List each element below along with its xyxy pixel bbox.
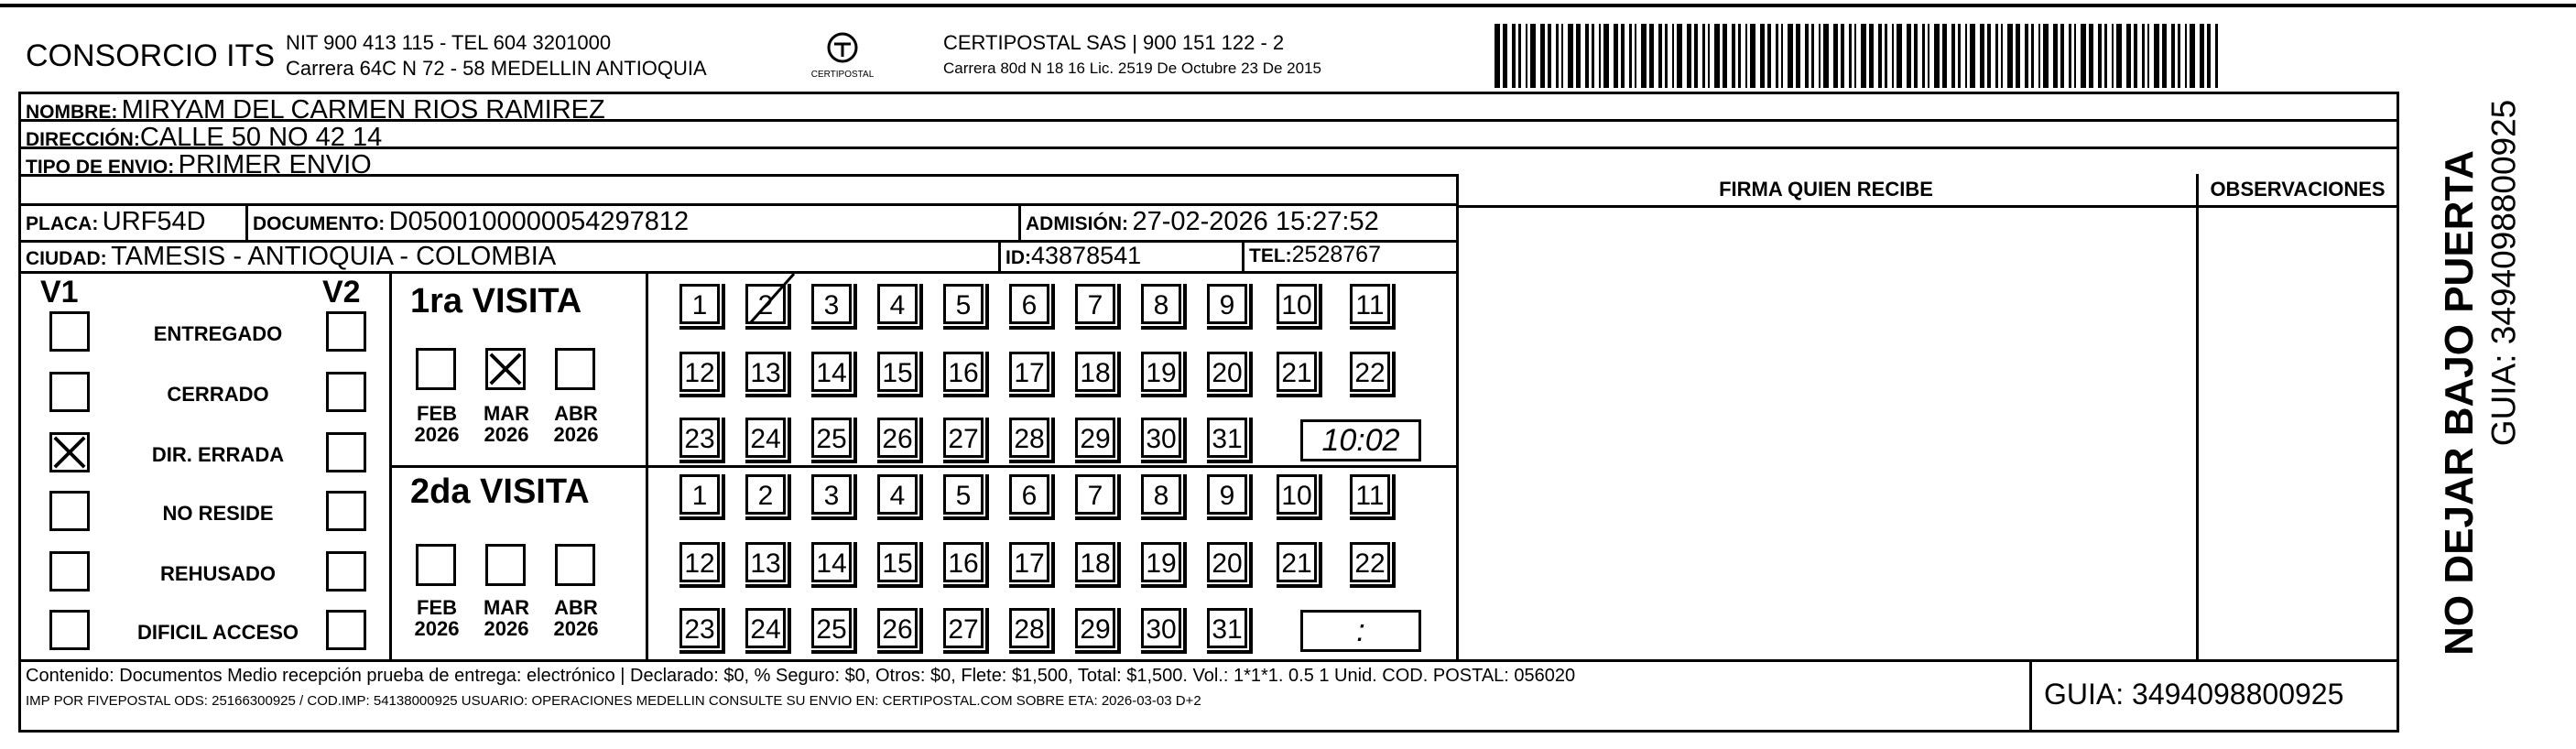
visit2-day-23[interactable]: 23 — [679, 608, 720, 648]
ciudad-value: TAMESIS - ANTIOQUIA - COLOMBIA — [111, 242, 557, 271]
v2-checkbox-1[interactable] — [326, 372, 366, 412]
visit2-month-checkbox-2[interactable] — [555, 544, 595, 586]
footer-contenido: Contenido: Documentos Medio recepción prueba de entrega: electrónico | Declarado: $0, % Seguro: $0, Otros: $0, Flete: $1,500, Total: $1,500. Vol.: 1*1*1. 0.5 1 Unid. COD. POSTAL: 056020 — [26, 666, 1576, 686]
ciudad-label: CIUDAD: — [26, 248, 107, 269]
visit1-day-22[interactable]: 22 — [1350, 352, 1390, 392]
observaciones-header: OBSERVACIONES — [2210, 178, 2386, 201]
v1-label: V1 — [40, 275, 79, 309]
check-mark-icon — [488, 351, 523, 387]
tel-value: 2528767 — [1291, 242, 1381, 267]
v2-label: V2 — [322, 275, 361, 309]
visit1-day-1[interactable]: 1 — [679, 284, 720, 324]
visit2-day-11[interactable]: 11 — [1350, 474, 1390, 515]
visit1-day-9[interactable]: 9 — [1207, 284, 1247, 324]
visit1-time-box[interactable]: 10:02 — [1300, 419, 1421, 461]
carrier-name: CERTIPOSTAL SAS | 900 151 122 - 2 — [943, 31, 1285, 54]
footer-imp: IMP POR FIVEPOSTAL ODS: 25166300925 / COD.IMP: 54138000925 USUARIO: OPERACIONES MEDELLIN CONSULTE SU ENVIO EN: CERTIPOSTAL.COM SOBRE ETA: 2026-03-03 D+2 — [26, 693, 1201, 709]
documento-label: DOCUMENTO: — [253, 213, 386, 234]
placa-label: PLACA: — [26, 213, 99, 234]
v2-checkbox-5[interactable] — [326, 610, 366, 650]
status-label-1: CERRADO — [167, 383, 269, 406]
footer-guia: GUIA: 3494098800925 — [2044, 678, 2344, 711]
visit1-day-29[interactable]: 29 — [1075, 418, 1115, 458]
id-value: 43878541 — [1031, 242, 1142, 269]
visit1-title: 1ra VISITA — [410, 282, 582, 320]
visit2-day-22[interactable]: 22 — [1350, 542, 1390, 582]
visit2-day-29[interactable]: 29 — [1075, 608, 1115, 648]
visit2-day-27[interactable]: 27 — [943, 608, 984, 648]
status-label-3: NO RESIDE — [162, 502, 274, 525]
visit2-day-9[interactable]: 9 — [1207, 474, 1247, 515]
visit2-title: 2da VISITA — [410, 472, 590, 511]
visit1-day-5[interactable]: 5 — [943, 284, 984, 324]
side-guia: GUIA: 3494098800925 — [2484, 99, 2523, 447]
visit2-day-13[interactable]: 13 — [745, 542, 786, 582]
status-label-5: DIFICIL ACCESO — [136, 621, 299, 644]
visit1-day-12[interactable]: 12 — [679, 352, 720, 392]
status-label-2: DIR. ERRADA — [151, 443, 285, 466]
visit1-month-checkbox-1[interactable] — [485, 348, 526, 390]
visit2-day-28[interactable]: 28 — [1009, 608, 1049, 648]
visit2-month-label-0: FEB 2026 — [414, 596, 460, 641]
day-check-mark-icon — [748, 270, 803, 325]
visit2-day-26[interactable]: 26 — [877, 608, 918, 648]
visit2-day-21[interactable]: 21 — [1277, 542, 1317, 582]
visit1-month-label-2: ABR 2026 — [553, 402, 599, 447]
visit1-day-6[interactable]: 6 — [1009, 284, 1049, 324]
tipo-envio-value: PRIMER ENVIO — [178, 150, 372, 179]
visit2-day-6[interactable]: 6 — [1009, 474, 1049, 515]
admision-label: ADMISIÓN: — [1026, 213, 1128, 234]
barcode — [1495, 24, 2227, 88]
tel-label: TEL: — [1249, 245, 1292, 266]
visit2-day-5[interactable]: 5 — [943, 474, 984, 515]
top-rule — [0, 4, 2576, 7]
admision-value: 27-02-2026 15:27:52 — [1132, 207, 1379, 236]
visit1-day-11[interactable]: 11 — [1350, 284, 1390, 324]
visit1-day-28[interactable]: 28 — [1009, 418, 1049, 458]
visit1-day-27[interactable]: 27 — [943, 418, 984, 458]
company-nit: NIT 900 413 115 - TEL 604 3201000 — [286, 31, 612, 54]
visit2-month-checkbox-0[interactable] — [416, 544, 456, 586]
visit2-month-checkbox-1[interactable] — [485, 544, 526, 586]
status-label-0: ENTREGADO — [153, 322, 283, 345]
visit2-day-16[interactable]: 16 — [943, 542, 984, 582]
visit1-day-8[interactable]: 8 — [1141, 284, 1181, 324]
logo-text: CERTIPOSTAL — [810, 70, 875, 80]
visit2-time-box[interactable]: : — [1300, 610, 1421, 652]
visit2-day-31[interactable]: 31 — [1207, 608, 1247, 648]
visit1-month-checkbox-0[interactable] — [416, 348, 456, 390]
v2-checkbox-3[interactable] — [326, 491, 366, 531]
visit2-month-label-2: ABR 2026 — [553, 596, 599, 641]
visit1-day-31[interactable]: 31 — [1207, 418, 1247, 458]
visit2-day-30[interactable]: 30 — [1141, 608, 1181, 648]
visit1-day-3[interactable]: 3 — [811, 284, 852, 324]
firma-header: FIRMA QUIEN RECIBE — [1719, 178, 1933, 201]
visit2-day-15[interactable]: 15 — [877, 542, 918, 582]
v2-checkbox-2[interactable] — [326, 432, 366, 472]
visit1-day-26[interactable]: 26 — [877, 418, 918, 458]
visit2-day-19[interactable]: 19 — [1141, 542, 1181, 582]
visit2-day-12[interactable]: 12 — [679, 542, 720, 582]
visit1-day-21[interactable]: 21 — [1277, 352, 1317, 392]
visit2-day-25[interactable]: 25 — [811, 608, 852, 648]
visit1-day-4[interactable]: 4 — [877, 284, 918, 324]
visit1-day-20[interactable]: 20 — [1207, 352, 1247, 392]
certipostal-logo — [806, 29, 879, 84]
nombre-value: MIRYAM DEL CARMEN RIOS RAMIREZ — [121, 95, 605, 125]
visit1-day-7[interactable]: 7 — [1075, 284, 1115, 324]
visit1-month-checkbox-2[interactable] — [555, 348, 595, 390]
company-name: CONSORCIO ITS — [26, 38, 276, 73]
visit2-day-17[interactable]: 17 — [1009, 542, 1049, 582]
visit2-month-label-1: MAR 2026 — [483, 596, 530, 641]
visit2-day-20[interactable]: 20 — [1207, 542, 1247, 582]
visit2-day-8[interactable]: 8 — [1141, 474, 1181, 515]
visit2-day-7[interactable]: 7 — [1075, 474, 1115, 515]
visit1-month-label-1: MAR 2026 — [483, 402, 530, 447]
visit1-day-24[interactable]: 24 — [745, 418, 786, 458]
company-address: Carrera 64C N 72 - 58 MEDELLIN ANTIOQUIA — [286, 57, 707, 80]
visit1-day-30[interactable]: 30 — [1141, 418, 1181, 458]
visit2-day-24[interactable]: 24 — [745, 608, 786, 648]
visit2-day-3[interactable]: 3 — [811, 474, 852, 515]
side-warning: NO DEJAR BAJO PUERTA — [2437, 150, 2482, 656]
visit1-day-19[interactable]: 19 — [1141, 352, 1181, 392]
visit1-day-16[interactable]: 16 — [943, 352, 984, 392]
id-label: ID: — [1005, 247, 1031, 268]
v2-checkbox-4[interactable] — [326, 551, 366, 592]
visit1-day-18[interactable]: 18 — [1075, 352, 1115, 392]
carrier-address: Carrera 80d N 18 16 Lic. 2519 De Octubre 23 De 2015 — [943, 60, 1321, 77]
visit1-day-23[interactable]: 23 — [679, 418, 720, 458]
status-label-4: REHUSADO — [160, 562, 276, 585]
visit1-day-17[interactable]: 17 — [1009, 352, 1049, 392]
visit1-day-2[interactable]: 2 — [745, 284, 786, 324]
visit1-day-15[interactable]: 15 — [877, 352, 918, 392]
visit2-day-4[interactable]: 4 — [877, 474, 918, 515]
tipo-envio-label: TIPO DE ENVIO: — [26, 157, 175, 178]
nombre-label: NOMBRE: — [26, 102, 118, 123]
visit2-day-1[interactable]: 1 — [679, 474, 720, 515]
direccion-value: CALLE 50 NO 42 14 — [139, 123, 383, 152]
visit2-day-2[interactable]: 2 — [745, 474, 786, 515]
visit2-day-18[interactable]: 18 — [1075, 542, 1115, 582]
visit1-month-label-0: FEB 2026 — [414, 402, 460, 447]
visit1-day-14[interactable]: 14 — [811, 352, 852, 392]
visit2-day-14[interactable]: 14 — [811, 542, 852, 582]
direccion-label: DIRECCIÓN: — [26, 129, 140, 150]
visit1-day-10[interactable]: 10 — [1277, 284, 1317, 324]
v2-checkbox-0[interactable] — [326, 311, 366, 352]
documento-value: D0500100000054297812 — [388, 207, 690, 236]
placa-value: URF54D — [102, 207, 206, 236]
visit1-day-25[interactable]: 25 — [811, 418, 852, 458]
visit1-day-13[interactable]: 13 — [745, 352, 786, 392]
visit2-day-10[interactable]: 10 — [1277, 474, 1317, 515]
